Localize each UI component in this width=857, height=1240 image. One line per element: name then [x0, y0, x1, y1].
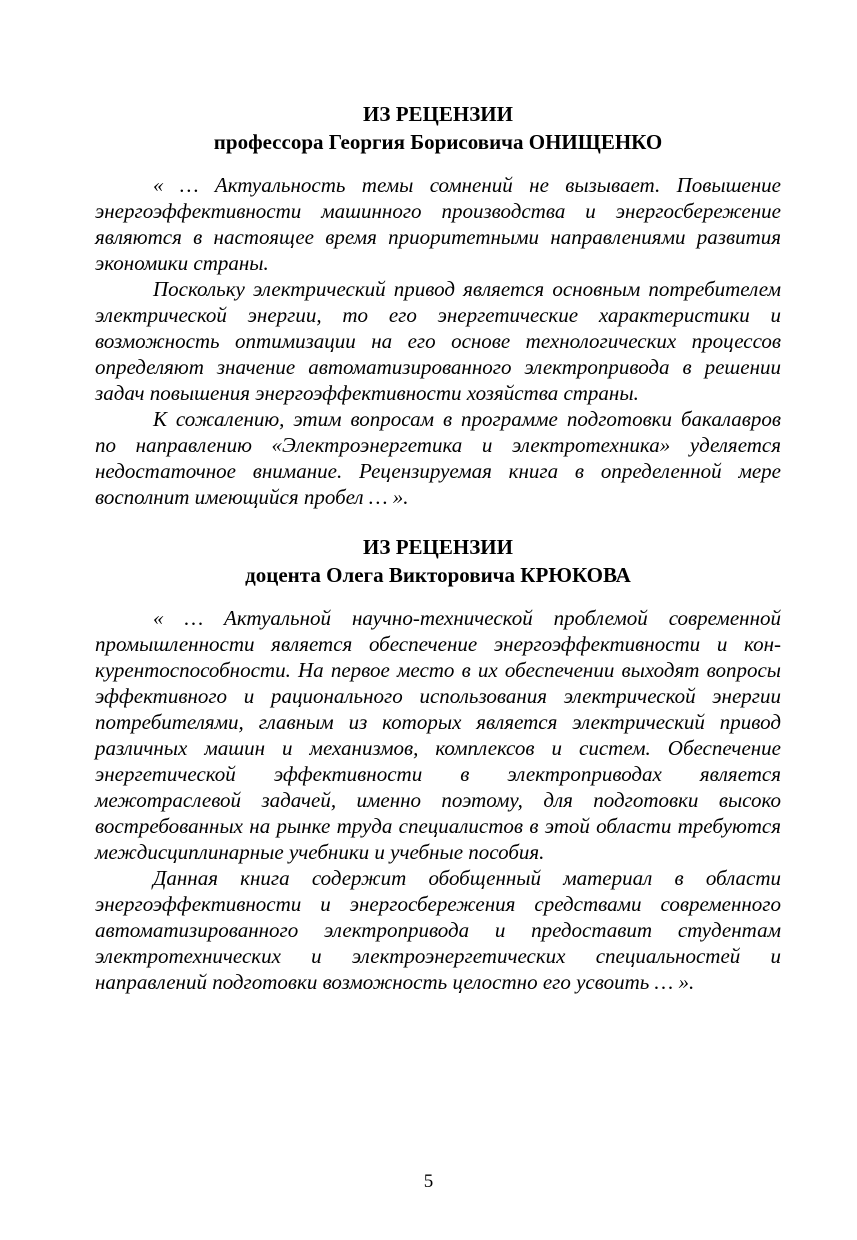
page-content	[95, 100, 781, 995]
review-heading: ИЗ РЕЦЕНЗИИ	[363, 102, 513, 126]
review-kryukov	[95, 533, 781, 995]
review-onishchenko	[95, 100, 781, 510]
reviewer-name: профессора Георгия Борисовича ОНИЩЕНКО	[213, 130, 663, 154]
review-body	[95, 605, 781, 995]
review-paragraph: « … Актуальной научно-технической проблемой современной промышленности является обеспечение энергоэффективности и конкурентоспособности. На первое место в их обеспечении выходят вопросы эффективного и рационального использования электрической энергии потребителями, главным из которых является электрический привод различных машин и механизмов, комплексов и систем. Обеспечение энергетической эффективности в электроприводах является межотраслевой задачей, именно поэтому, для подготовки высоко востребованных на рынке труда специалистов в этой области требуются междисциплинарные учебники и учебные пособия.	[95, 606, 781, 864]
reviewer-name: доцента Олега Викторовича КРЮКОВА	[245, 563, 631, 587]
review-paragraph: Поскольку электрический привод является основным потребителем электрической энергии, то его энергетические характеристики и возможность оптимизации на его основе технологических процессов определяют значение автоматизированного электропривода в решении задач повышения энергоэффективности хозяйства страны.	[95, 277, 781, 405]
review-paragraph: « … Актуальность темы сомнений не вызывает. Повышение энергоэффективности машинного производства и энергосбережение являются в настоящее время приоритетными направлениями развития экономики страны.	[95, 173, 781, 275]
page-number: 5	[423, 1171, 434, 1192]
review-paragraph: Данная книга содержит обобщенный материал в области энергоэффективности и энергосбережения средствами современного автоматизированного электропривода и предоставит студентам электротехнических и электроэнергетических специальностей и направлений подготовки возможность целостно его усвоить … ».	[95, 866, 781, 994]
review-body	[95, 172, 781, 510]
review-paragraph: К сожалению, этим вопросам в программе подготовки бакалавров по направлению «Электроэнергетика и электротехника» уделяется недостаточное внимание. Рецензируемая книга в определенной мере восполнит имеющийся пробел … ».	[95, 407, 781, 509]
review-heading: ИЗ РЕЦЕНЗИИ	[363, 535, 513, 559]
